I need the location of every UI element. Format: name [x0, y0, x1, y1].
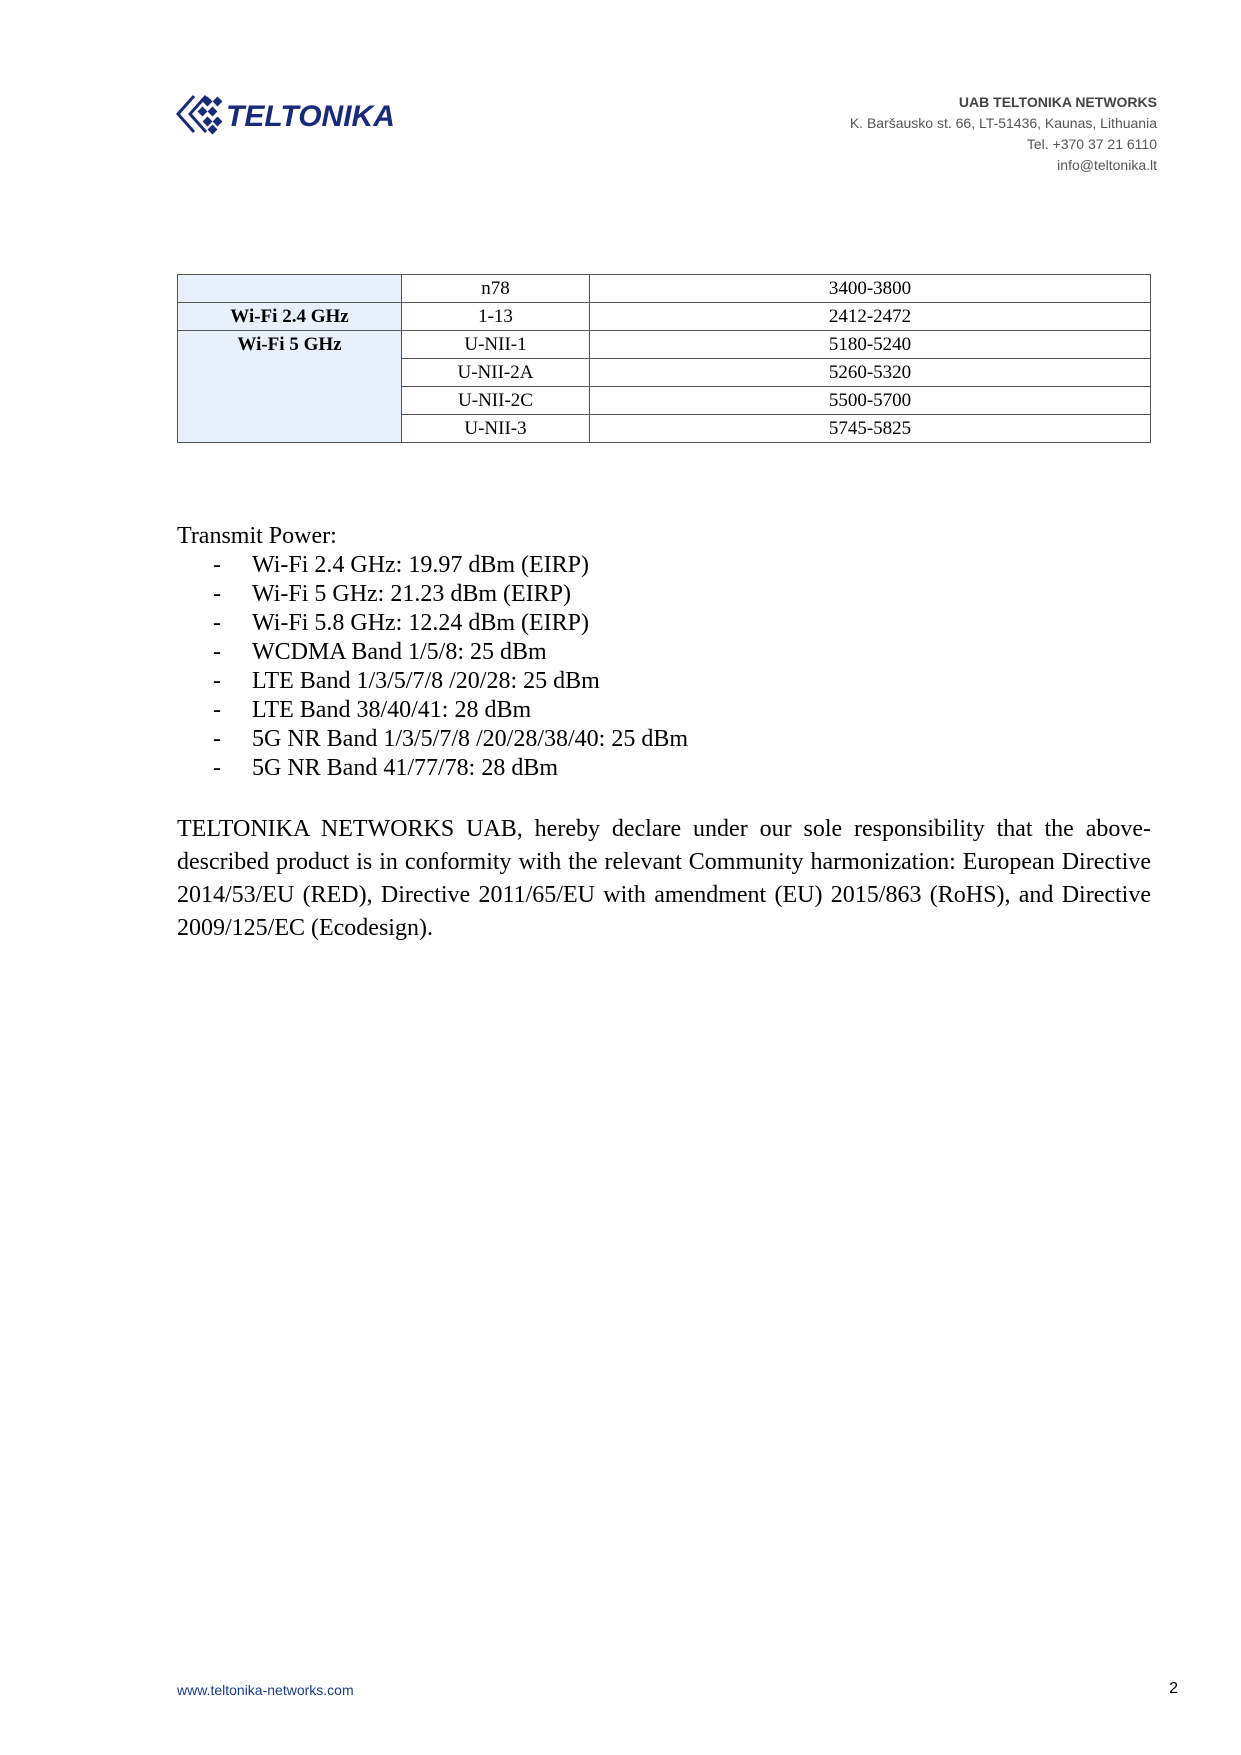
frequency-cell: 5180-5240 — [590, 331, 1151, 359]
list-item-text: Wi-Fi 2.4 GHz: 19.97 dBm (EIRP) — [252, 552, 590, 578]
channel-cell: 1-13 — [402, 303, 590, 331]
list-bullet: - — [213, 552, 221, 578]
channel-cell: U-NII-2A — [402, 359, 590, 387]
list-bullet: - — [213, 668, 221, 694]
company-address: K. Baršausko st. 66, LT-51436, Kaunas, Lithuania — [849, 115, 1157, 131]
transmit-power-section — [177, 521, 688, 783]
channel-cell: U-NII-3 — [402, 415, 590, 443]
list-bullet: - — [213, 697, 221, 723]
frequency-cell: 5745-5825 — [590, 415, 1151, 443]
frequency-cell: 5500-5700 — [590, 387, 1151, 415]
frequency-cell: 5260-5320 — [590, 359, 1151, 387]
band-name-cell — [178, 275, 402, 303]
logo-text: TELTONIKA — [226, 100, 395, 133]
channel-cell: U-NII-2C — [402, 387, 590, 415]
company-phone: Tel. +370 37 21 6110 — [1026, 136, 1157, 152]
list-item — [213, 696, 688, 725]
list-bullet: - — [213, 639, 221, 665]
table-row — [178, 303, 1151, 331]
list-bullet: - — [213, 726, 221, 752]
list-item — [213, 638, 688, 667]
list-bullet: - — [213, 581, 221, 607]
channel-cell: U-NII-1 — [402, 331, 590, 359]
list-item — [213, 580, 688, 609]
list-item — [213, 754, 688, 783]
list-bullet: - — [213, 755, 221, 781]
declaration-paragraph: TELTONIKA NETWORKS UAB, hereby declare under our sole responsibility that the above-described product is in conformity with the relevant Community harmonization: European Directive 2014/53/EU (RED), Directive 2011/65/EU with amendment (EU) 2015/863 (RoHS), and Directive 2009/125/EC (Ecodesign). — [177, 816, 1151, 941]
list-item-text: 5G NR Band 41/77/78: 28 dBm — [252, 755, 559, 781]
frequency-cell: 3400-3800 — [590, 275, 1151, 303]
company-info — [850, 92, 1157, 176]
list-item — [213, 667, 688, 696]
frequency-band-table — [177, 274, 1151, 443]
list-item — [213, 551, 688, 580]
list-item-text: Wi-Fi 5.8 GHz: 12.24 dBm (EIRP) — [252, 610, 590, 636]
footer-website-link[interactable]: www.teltonika-networks.com — [177, 1682, 354, 1698]
list-item — [213, 609, 688, 638]
list-item-text: LTE Band 38/40/41: 28 dBm — [252, 697, 532, 723]
transmit-power-list — [177, 551, 688, 783]
teltonika-logo — [176, 92, 428, 142]
frequency-cell: 2412-2472 — [590, 303, 1151, 331]
list-item-text: Wi-Fi 5 GHz: 21.23 dBm (EIRP) — [252, 581, 572, 607]
list-item — [213, 725, 688, 754]
list-bullet: - — [213, 610, 221, 636]
transmit-power-title: Transmit Power: — [177, 523, 337, 549]
table-row — [178, 275, 1151, 303]
company-name: UAB TELTONIKA NETWORKS — [958, 94, 1157, 110]
list-item-text: LTE Band 1/3/5/7/8 /20/28: 25 dBm — [252, 668, 600, 694]
company-email: info@teltonika.lt — [1057, 157, 1157, 173]
list-item-text: WCDMA Band 1/5/8: 25 dBm — [252, 639, 547, 665]
page-number: 2 — [1169, 1680, 1178, 1697]
channel-cell: n78 — [402, 275, 590, 303]
table-row — [178, 331, 1151, 359]
list-item-text: 5G NR Band 1/3/5/7/8 /20/28/38/40: 25 dBm — [252, 726, 689, 752]
band-name-cell: Wi-Fi 5 GHz — [178, 331, 402, 443]
band-name-cell: Wi-Fi 2.4 GHz — [178, 303, 402, 331]
